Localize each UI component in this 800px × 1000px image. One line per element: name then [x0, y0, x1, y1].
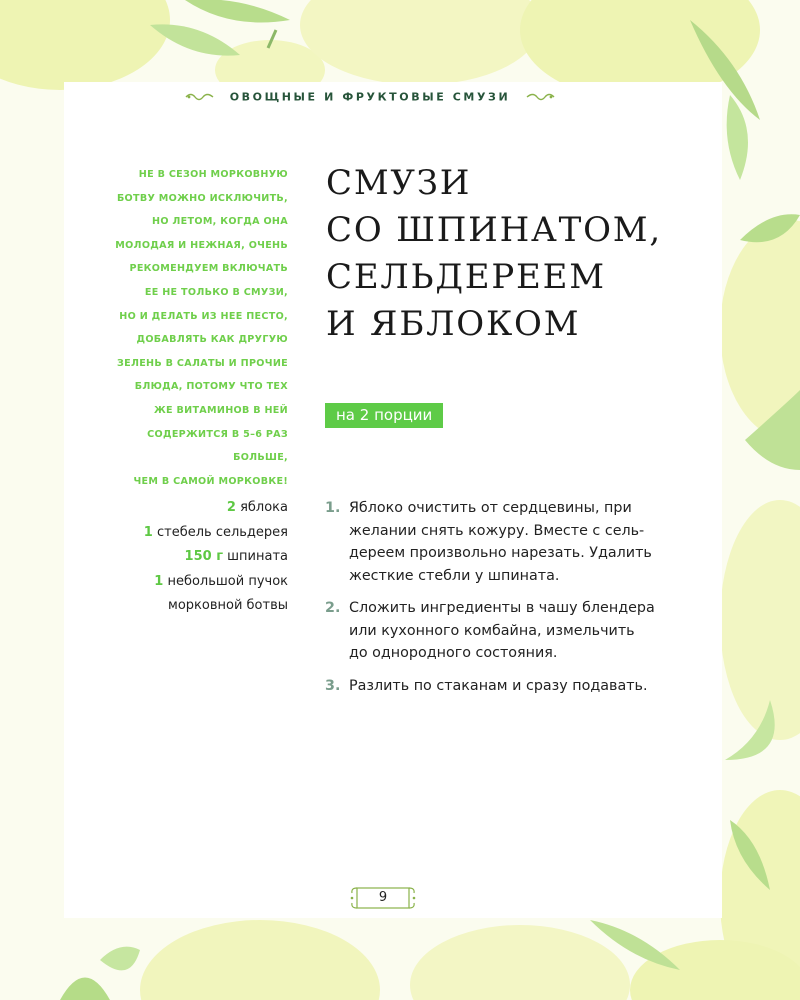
ingredient-item [90, 594, 288, 619]
side-note-line: НО И ДЕЛАТЬ ИЗ НЕЕ ПЕСТО, [119, 310, 288, 322]
recipe-title [326, 160, 716, 348]
step-text-line: Яблоко очистить от сердцевины, при [349, 500, 632, 516]
step-text-line: Сложить ингредиенты в чашу блендера [349, 600, 655, 616]
ingredient-text: небольшой пучок [163, 573, 288, 589]
ingredient-qty: 1 [154, 573, 164, 589]
step-item [325, 597, 695, 665]
step-number: 3. [325, 677, 341, 694]
ornament-right-icon [525, 92, 555, 102]
side-note-line: БОТВУ МОЖНО ИСКЛЮЧИТЬ, [116, 192, 288, 204]
step-text-line: или кухонного комбайна, измельчить [349, 622, 635, 639]
step-number: 2. [325, 600, 341, 616]
recipe-title-line: СЕЛЬДЕРЕЕМ [326, 257, 606, 297]
ingredient-qty: 1 [143, 524, 153, 540]
step-number: 1. [325, 500, 341, 516]
page-number-text: 9 [378, 890, 388, 905]
ingredient-qty: 150 г [184, 549, 224, 564]
side-note-line: МОЛОДАЯ И НЕЖНАЯ, ОЧЕНЬ [115, 239, 288, 251]
recipe-title-line: СО ШПИНАТОМ, [326, 210, 662, 250]
step-text-line: дереем произвольно нарезать. Удалить [349, 545, 652, 561]
portions-badge: на 2 порции [325, 403, 443, 428]
ingredient-text: стебель сельдерея [152, 524, 288, 540]
page-number [349, 884, 417, 912]
side-note [96, 163, 288, 493]
step-text-line: Разлить по стаканам и сразу подавать. [349, 677, 648, 694]
side-note-line: НЕ В СЕЗОН МОРКОВНУЮ [138, 169, 288, 180]
recipe-title-line: И ЯБЛОКОМ [326, 304, 581, 344]
ingredient-item [90, 521, 288, 546]
step-text-line: желании снять кожуру. Вместе с сель- [349, 522, 645, 539]
ingredient-text: морковной ботвы [168, 598, 288, 613]
running-head [0, 90, 740, 104]
side-note-line: НО ЛЕТОМ, КОГДА ОНА [151, 216, 288, 228]
running-head-text: ОВОЩНЫЕ И ФРУКТОВЫЕ СМУЗИ [229, 90, 511, 104]
ingredient-item [90, 496, 288, 521]
side-note-line: ЗЕЛЕНЬ В САЛАТЫ И ПРОЧИЕ [116, 357, 288, 369]
ingredient-text: шпината [223, 549, 288, 564]
step-item [325, 675, 695, 698]
ingredients-list [90, 496, 288, 619]
side-note-line: ЧЕМ В САМОЙ МОРКОВКЕ! [133, 475, 288, 487]
step-item [325, 497, 695, 587]
ornament-left-icon [185, 92, 215, 102]
recipe-title-line: СМУЗИ [326, 163, 472, 203]
side-note-line: СОДЕРЖИТСЯ В 5–6 РАЗ БОЛЬШЕ, [147, 428, 288, 464]
step-text-line: до однородного состояния. [349, 645, 558, 661]
side-note-line: ЕЕ НЕ ТОЛЬКО В СМУЗИ, [144, 286, 288, 298]
side-note-line: БЛЮДА, ПОТОМУ ЧТО ТЕХ [134, 381, 288, 393]
ingredient-text: яблока [235, 500, 288, 515]
ingredient-item [90, 570, 288, 595]
side-note-line: ДОБАВЛЯТЬ КАК ДРУГУЮ [136, 334, 288, 346]
side-note-line: РЕКОМЕНДУЕМ ВКЛЮЧАТЬ [129, 263, 288, 275]
steps-list [325, 497, 695, 707]
ingredient-item [90, 545, 288, 570]
step-text-line: жесткие стебли у шпината. [349, 567, 560, 584]
side-note-line: ЖЕ ВИТАМИНОВ В НЕЙ [153, 404, 288, 416]
ingredient-qty: 2 [226, 500, 236, 515]
